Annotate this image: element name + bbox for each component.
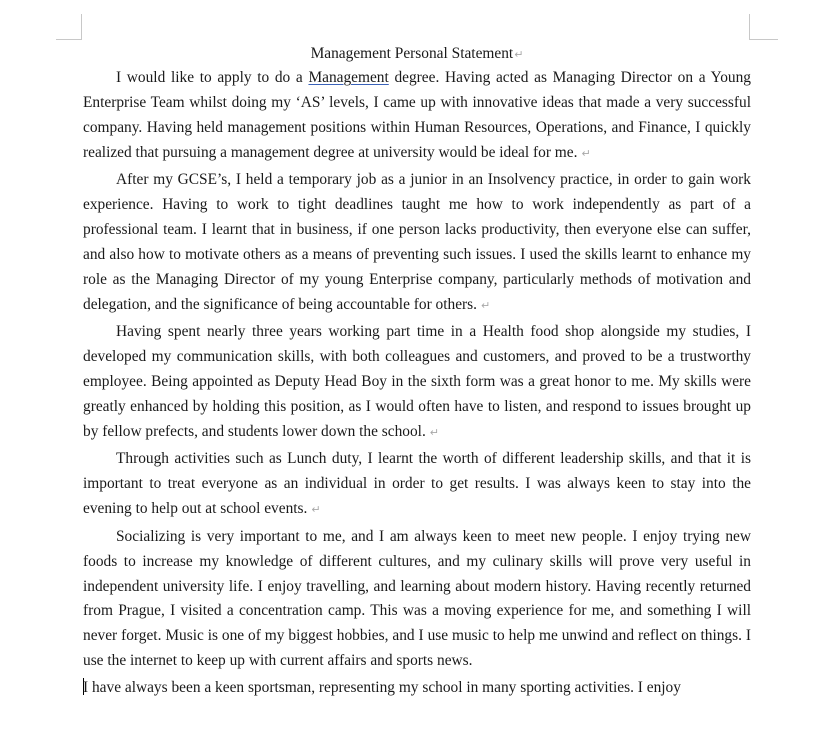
paragraph-4-text: Through activities such as Lunch duty, I learnt the worth of different leadership skills, and that it is important to treat everyone as an individual in order to get results. I was always keen to stay into the evening to help out at school events. [83, 450, 751, 518]
paragraph-mark-icon: ↵ [514, 48, 524, 61]
paragraph-2[interactable] [83, 168, 751, 318]
paragraph-1-text-start: I would like to apply to do a [116, 69, 309, 86]
paragraph-mark-icon: ↵ [581, 146, 591, 160]
paragraph-5-text: Socializing is very important to me, and I am always keen to meet new people. I enjoy trying new foods to increase my knowledge of different cultures, and my culinary skills will prove very useful in independent university life. I enjoy travelling, and learning about modern history. Having recently returned from Prague, I visited a concentration camp. This was a moving experience for me, and something I will never forget. Music is one of my biggest hobbies, and I use music to help me unwind and reflect on things. I use the internet to keep up with current affairs and sports news. [83, 527, 751, 670]
top-left-crop-mark [56, 14, 82, 40]
paragraph-4[interactable] [83, 447, 751, 523]
top-right-crop-mark [749, 14, 778, 40]
paragraph-mark-icon: ↵ [481, 298, 491, 312]
paragraph-1[interactable] [83, 66, 751, 167]
paragraph-2-text: After my GCSE’s, I held a temporary job as a junior in an Insolvency practice, in order to gain work experience. Having to work to tight deadlines taught me how to work independently as part of a professional team. I learnt that in business, if one person lacks productivity, then everyone else can suffer, and also how to motivate others as a means of preventing such issues. I used the skills learnt to enhance my role as the Managing Director of my young Enterprise company, particularly methods of motivation and delegation, and the significance of being accountable for others. [83, 171, 751, 313]
document-title[interactable] [83, 44, 751, 65]
document-title-text: Management Personal Statement [310, 45, 514, 62]
paragraph-mark-icon: ↵ [311, 503, 321, 517]
paragraph-5[interactable] [83, 525, 751, 674]
paragraph-3-text: Having spent nearly three years working part time in a Health food shop alongside my studies, I developed my communication skills, with both colleagues and customers, and proved to be a trustworthy employee. Being appointed as Deputy Head Boy in the sixth form was a great honor to me. My skills were greatly enhanced by holding this position, as I would often have to listen, and respond to issues brought up by fellow prefects, and students lower down the school. [83, 323, 751, 440]
paragraph-3[interactable] [83, 320, 751, 446]
paragraph-1-text-end: degree. Having acted as Managing Director on a Young Enterprise Team whilst doing my ‘AS’ levels, I came up with innovative ideas that made a very successful company. Having held management positions within Human Resources, Operations, and Finance, I quickly realized that pursuing a management degree at university would be ideal for me. [83, 69, 751, 161]
paragraph-mark-icon: ↵ [429, 425, 440, 439]
spellcheck-underlined-word[interactable]: Management [308, 69, 389, 86]
document-body[interactable] [83, 44, 751, 702]
paragraph-6-text: I have always been a keen sportsman, representing my school in many sporting activities. I enjoy [83, 678, 681, 696]
paragraph-6[interactable] [83, 676, 751, 701]
